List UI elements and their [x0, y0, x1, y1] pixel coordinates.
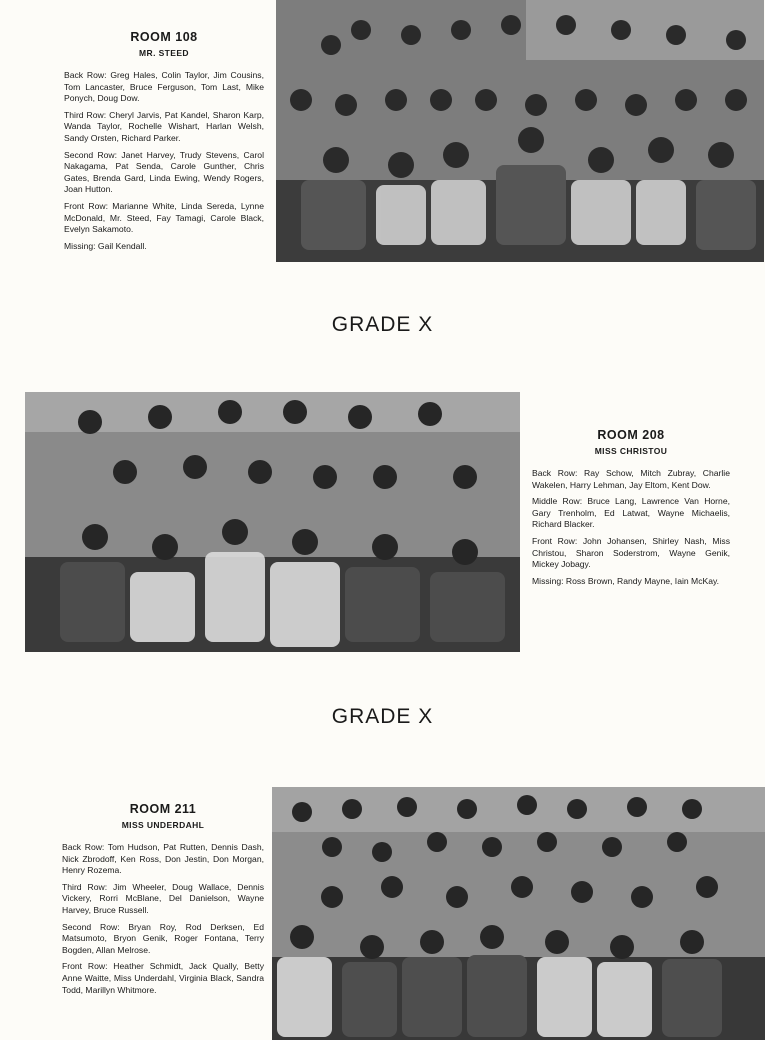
grade-heading-1: GRADE X [331, 313, 434, 336]
room-108-third-row: Third Row: Cheryl Jarvis, Pat Kandel, Sharon Karp, Wanda Taylor, Rochelle Wishart, Harlan Welsh, Sandy Orsten, Richard Parker. [64, 109, 264, 143]
room-108-class-photo [276, 0, 764, 262]
room-108-second-row: Second Row: Janet Harvey, Trudy Stevens, Carol Nakagama, Pat Senda, Carole Gunther, Chris Gates, Brenda Gard, Linda Ewing, Wendy Rogers, Joan Hutton. [64, 149, 264, 195]
room-108-front-row: Front Row: Marianne White, Linda Sereda, Lynne McDonald, Mr. Steed, Fay Tamagi, Carole Black, Evelyn Sakamoto. [64, 200, 264, 235]
room-211-caption [62, 802, 264, 1001]
room-108-caption [64, 30, 264, 257]
room-208-middle-row: Middle Row: Bruce Lang, Lawrence Van Horne, Gary Trenholm, Ed Latwat, Wayne Michaelis, Richard Blacker. [532, 496, 730, 530]
room-211-teacher: MISS UNDERDAHL [121, 820, 205, 830]
room-211-class-photo [272, 787, 765, 1040]
room-208-teacher: MISS CHRISTOU [594, 446, 668, 456]
room-211-front-row: Front Row: Heather Schmidt, Jack Qually, Betty Anne Waitte, Miss Underdahl, Virginia Black, Sandra Todd, Marillyn Whitmore. [62, 961, 264, 995]
room-211-title: ROOM 211 [129, 802, 197, 816]
room-108-title: ROOM 108 [130, 30, 198, 44]
room-108-teacher: MR. STEED [139, 48, 189, 58]
room-208-photo-figures [25, 392, 520, 652]
room-211-second-row: Second Row: Bryan Roy, Rod Derksen, Ed Matsumoto, Bryon Genik, Roger Fontana, Terry Bogden, Allan Melrose. [62, 921, 264, 955]
room-208-class-photo [25, 392, 520, 652]
room-211-photo-figures [272, 787, 765, 1040]
room-108-back-row: Back Row: Greg Hales, Colin Taylor, Jim Cousins, Tom Lancaster, Bruce Ferguson, Tom Last, Mike Ponych, Doug Dow. [64, 70, 264, 104]
room-108-missing: Missing: Gail Kendall. [64, 240, 147, 251]
room-208-missing: Missing: Ross Brown, Randy Mayne, Iain McKay. [532, 575, 720, 586]
room-208-title: ROOM 208 [597, 428, 665, 442]
room-211-back-row: Back Row: Tom Hudson, Pat Rutten, Dennis Dash, Nick Zbrodoff, Ken Ross, Don Jestin, Don Morgan, Henry Rozema. [62, 842, 264, 876]
room-208-caption [532, 428, 730, 592]
grade-heading-2: GRADE X [331, 705, 434, 728]
room-208-back-row: Back Row: Ray Schow, Mitch Zubray, Charlie Wakelen, Harry Lehman, Jay Eltom, Kent Dow. [532, 468, 730, 490]
room-108-photo-figures [276, 0, 764, 262]
room-211-third-row: Third Row: Jim Wheeler, Doug Wallace, Dennis Vickery, Rorri McBlane, Del Danielson, Wayne Harvey, Bruce Russell. [62, 881, 264, 915]
room-208-front-row: Front Row: John Johansen, Shirley Nash, Miss Christou, Sharon Soderstrom, Wayne Genik, Mickey Jobagy. [532, 535, 730, 570]
